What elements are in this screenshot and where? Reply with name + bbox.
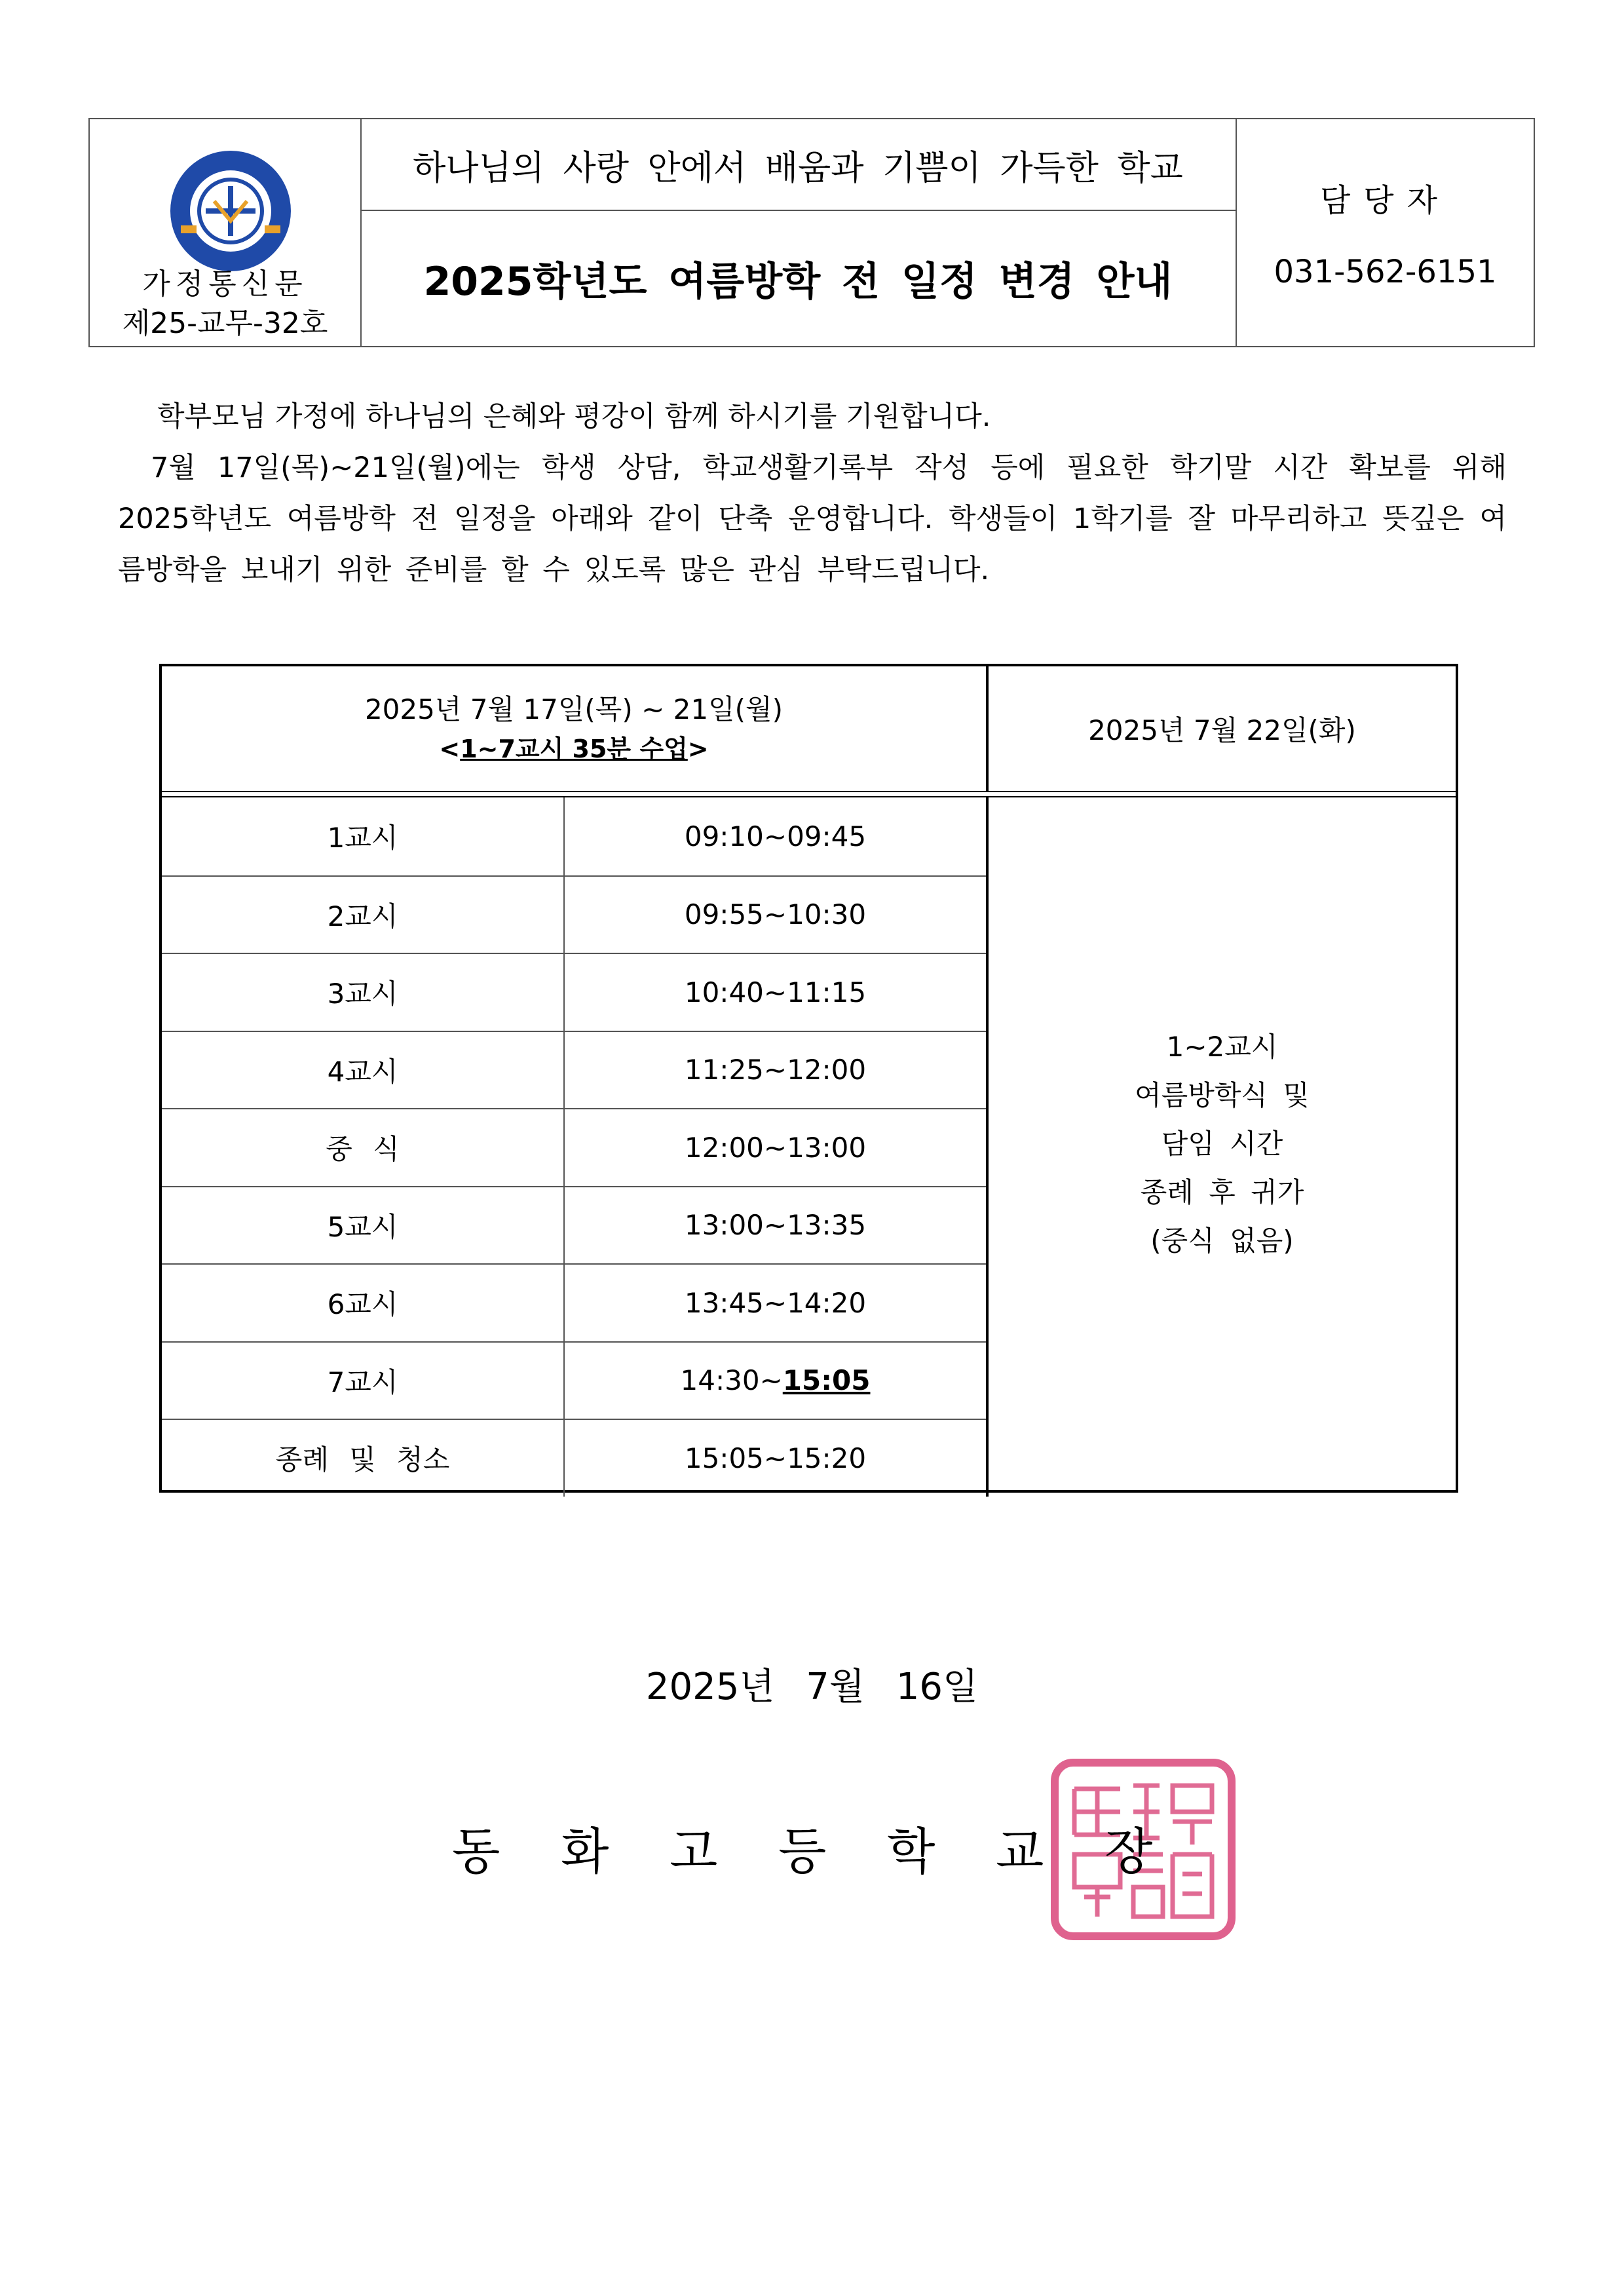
document-title: 2025학년도 여름방학 전 일정 변경 안내 bbox=[423, 259, 1173, 305]
table-row bbox=[162, 1031, 986, 1109]
period-cell: 종례 및 청소 bbox=[162, 1420, 565, 1497]
signature-char: 교 bbox=[996, 1822, 1044, 1881]
doc-number: 제25-교무-32호 bbox=[122, 307, 328, 340]
period-cell: 5교시 bbox=[162, 1187, 565, 1264]
signature-char: 장 bbox=[1105, 1822, 1153, 1881]
time-cell: 13:00~13:35 bbox=[684, 1209, 867, 1242]
time-cell: 09:55~10:30 bbox=[684, 898, 867, 931]
time-cell: 10:40~11:15 bbox=[684, 976, 867, 1008]
header-left-cell bbox=[90, 119, 362, 346]
schedule-rows bbox=[162, 797, 989, 1497]
closing-line: 1~2교시 bbox=[1166, 1030, 1278, 1063]
signature-char: 등 bbox=[778, 1822, 827, 1881]
period-cell: 7교시 bbox=[162, 1343, 565, 1419]
time-cell: 09:10~09:45 bbox=[684, 820, 867, 852]
principal-signature bbox=[452, 1812, 1213, 1883]
period-cell: 3교시 bbox=[162, 954, 565, 1031]
table-row bbox=[162, 1341, 986, 1419]
time-cell: 13:45~14:20 bbox=[684, 1286, 867, 1319]
document-header bbox=[88, 118, 1535, 347]
table-row bbox=[162, 1263, 986, 1341]
table-row bbox=[162, 953, 986, 1031]
schedule-header-right: 2025년 7월 22일(화) bbox=[1088, 714, 1356, 746]
signature-char: 동 bbox=[452, 1822, 500, 1881]
closing-day-schedule bbox=[989, 797, 1456, 1490]
period-cell: 중 식 bbox=[162, 1109, 565, 1186]
signature-char: 고 bbox=[670, 1822, 718, 1881]
table-row bbox=[162, 1419, 986, 1497]
school-logo-icon bbox=[165, 145, 296, 277]
table-row bbox=[162, 797, 986, 875]
closing-line: 종례 후 귀가 bbox=[1140, 1176, 1304, 1208]
table-row bbox=[162, 1186, 986, 1264]
signature-char: 화 bbox=[561, 1822, 609, 1881]
schedule-header-left bbox=[162, 666, 989, 791]
time-cell: 14:30~ 15:05 bbox=[680, 1364, 871, 1397]
closing-line: (중식 없음) bbox=[1150, 1224, 1294, 1257]
period-cell: 1교시 bbox=[162, 797, 565, 875]
time-cell: 12:00~13:00 bbox=[684, 1131, 867, 1164]
closing-line: 담임 시간 bbox=[1161, 1127, 1283, 1160]
time-cell: 15:05~15:20 bbox=[684, 1442, 867, 1474]
period-cell: 6교시 bbox=[162, 1265, 565, 1341]
schedule-date-range: 2025년 7월 17일(목) ~ 21일(월) bbox=[364, 693, 784, 725]
schedule-note: <1~7교시 35분 수업> bbox=[439, 735, 709, 763]
greeting-paragraph: 학부모님 가정에 하나님의 은혜와 평강이 함께 하시기를 기원합니다. bbox=[157, 400, 991, 433]
doc-type: 가정통신문 bbox=[142, 267, 308, 301]
period-cell: 2교시 bbox=[162, 877, 565, 953]
contact-phone: 031-562-6151 bbox=[1274, 254, 1497, 290]
header-double-line bbox=[162, 791, 1456, 797]
contact-label: 담당자 bbox=[1319, 182, 1451, 219]
header-right-cell bbox=[1237, 119, 1534, 346]
closing-line: 여름방학식 및 bbox=[1135, 1079, 1310, 1111]
time-cell: 11:25~12:00 bbox=[684, 1054, 867, 1086]
header-middle-cell bbox=[360, 119, 1237, 346]
signature-char: 학 bbox=[887, 1822, 935, 1881]
main-paragraph: 7월 17일(목)~21일(월)에는 학생 상담, 학교생활기록부 작성 등에 필요한 학기말 시간 확보를 위해 2025학년도 여름방학 전 일정을 아래와 같이 단축 운영합니다. 학생들이 1학기를 잘 마무리하고 뜻깊은 여름방학을 보내기 위한 준비를 할 수 있도록 많은 관심 부탁드립니다. bbox=[118, 451, 1507, 586]
schedule-table bbox=[159, 664, 1458, 1493]
school-motto: 하나님의 사랑 안에서 배움과 기쁨이 가득한 학교 bbox=[360, 119, 1236, 211]
period-cell: 4교시 bbox=[162, 1032, 565, 1109]
table-row bbox=[162, 1108, 986, 1186]
issue-date: 2025년 7월 16일 bbox=[645, 1666, 979, 1708]
table-row bbox=[162, 875, 986, 953]
